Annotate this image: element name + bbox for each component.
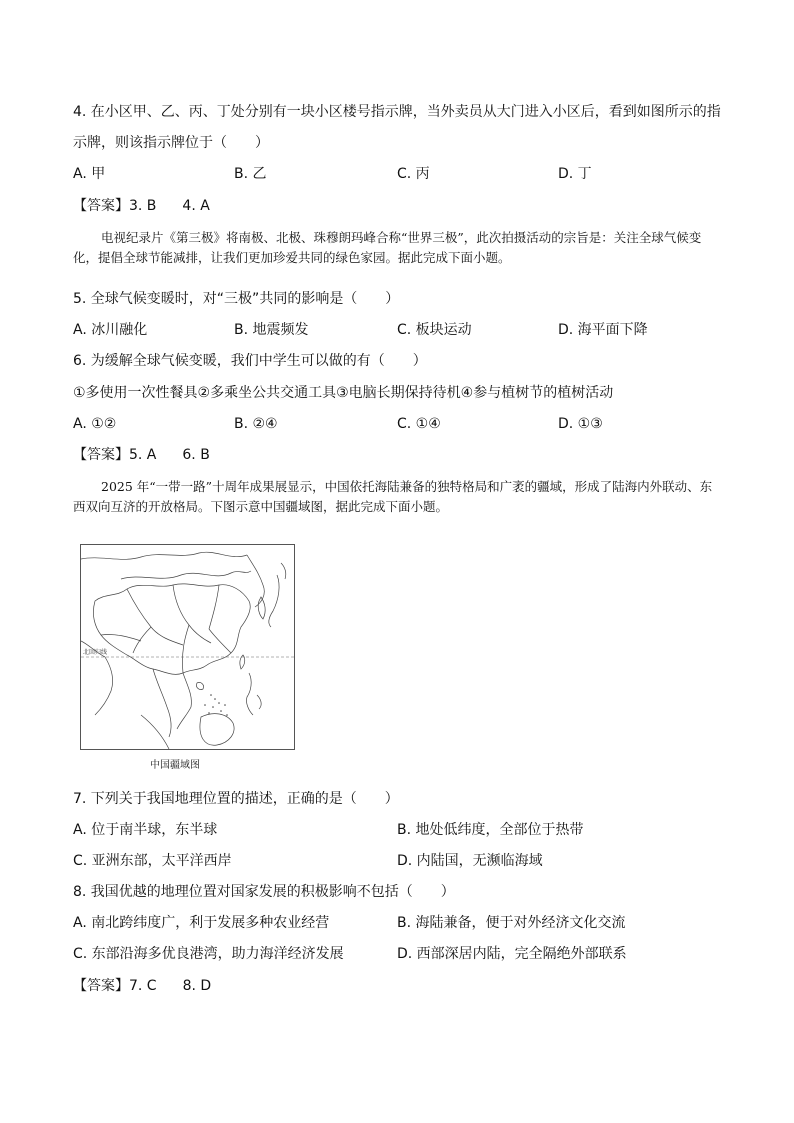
q4-stem-line1: 4. 在小区甲、乙、丙、丁处分别有一块小区楼号指示牌，当外卖员从大门进入小区后，看到如图所示的指 bbox=[73, 104, 721, 120]
q8-option-d: D. 西部深居内陆，完全隔绝外部联系 bbox=[397, 946, 627, 962]
answer-block-2 bbox=[73, 445, 210, 465]
q5-option-a: A. 冰川融化 bbox=[73, 322, 148, 338]
q6-stem: 6. 为缓解全球气候变暖，我们中学生可以做的有（ ） bbox=[73, 353, 427, 369]
q8-option-b: B. 海陆兼备，便于对外经济文化交流 bbox=[397, 915, 626, 931]
answer-value: 4. A bbox=[182, 198, 210, 214]
answer-value: 6. B bbox=[182, 447, 210, 463]
q4-stem-line2: 示牌，则该指示牌位于（ ） bbox=[73, 135, 269, 151]
q6-items: ①多使用一次性餐具②多乘坐公共交通工具③电脑长期保持待机④参与植树节的植树活动 bbox=[73, 385, 614, 401]
map-drawing bbox=[81, 545, 294, 749]
q6-option-a: A. ①② bbox=[73, 416, 117, 432]
q6-option-d: D. ①③ bbox=[558, 416, 603, 432]
q7-option-b: B. 地处低纬度，全部位于热带 bbox=[397, 822, 584, 838]
answer-block-1 bbox=[73, 196, 210, 216]
q7-option-a: A. 位于南半球，东半球 bbox=[73, 822, 218, 838]
answer-tag: 【答案】 bbox=[73, 978, 129, 994]
answer-value: 8. D bbox=[182, 978, 212, 994]
passage-third-pole: 电视纪录片《第三极》将南极、北极、珠穆朗玛峰合称“世界三极”，此次拍摄活动的宗旨是：关注全球气候变化，提倡全球节能减排，让我们更加珍爱共同的绿色家园。据此完成下面小题。 bbox=[73, 230, 702, 265]
answer-tag: 【答案】 bbox=[73, 198, 129, 214]
q6-option-c: C. ①④ bbox=[397, 416, 441, 432]
answer-tag: 【答案】 bbox=[73, 447, 129, 463]
q5-option-b: B. 地震频发 bbox=[234, 322, 309, 338]
passage-belt-road: 2025 年“一带一路”十周年成果展显示，中国依托海陆兼备的独特格局和广袤的疆域，形成了陆海内外联动、东西双向互济的开放格局。下图示意中国疆域图，据此完成下面小题。 bbox=[73, 479, 713, 514]
answer-value: 5. A bbox=[129, 447, 157, 463]
q4-option-b: B. 乙 bbox=[234, 166, 267, 182]
q5-stem: 5. 全球气候变暖时，对“三极”共同的影响是（ ） bbox=[73, 291, 400, 307]
q5-option-c: C. 板块运动 bbox=[397, 322, 472, 338]
q7-option-d: D. 内陆国，无濒临海域 bbox=[397, 853, 543, 869]
q4-option-a: A. 甲 bbox=[73, 166, 106, 182]
q7-option-c: C. 亚洲东部，太平洋西岸 bbox=[73, 853, 232, 869]
tropic-label: 北回归线 bbox=[83, 649, 108, 656]
q6-option-b: B. ②④ bbox=[234, 416, 278, 432]
q7-stem: 7. 下列关于我国地理位置的描述，正确的是（ ） bbox=[73, 791, 399, 807]
china-territory-map bbox=[80, 544, 295, 750]
q8-option-a: A. 南北跨纬度广，利于发展多种农业经营 bbox=[73, 915, 330, 931]
map-caption: 中国疆域图 bbox=[150, 760, 200, 771]
answer-block-3 bbox=[73, 976, 211, 996]
q8-option-c: C. 东部沿海多优良港湾，助力海洋经济发展 bbox=[73, 946, 344, 962]
q4-option-d: D. 丁 bbox=[558, 166, 592, 182]
q4-option-c: C. 丙 bbox=[397, 166, 430, 182]
q5-option-d: D. 海平面下降 bbox=[558, 322, 648, 338]
answer-value: 7. C bbox=[129, 978, 157, 994]
q8-stem: 8. 我国优越的地理位置对国家发展的积极影响不包括（ ） bbox=[73, 884, 455, 900]
answer-value: 3. B bbox=[129, 198, 157, 214]
